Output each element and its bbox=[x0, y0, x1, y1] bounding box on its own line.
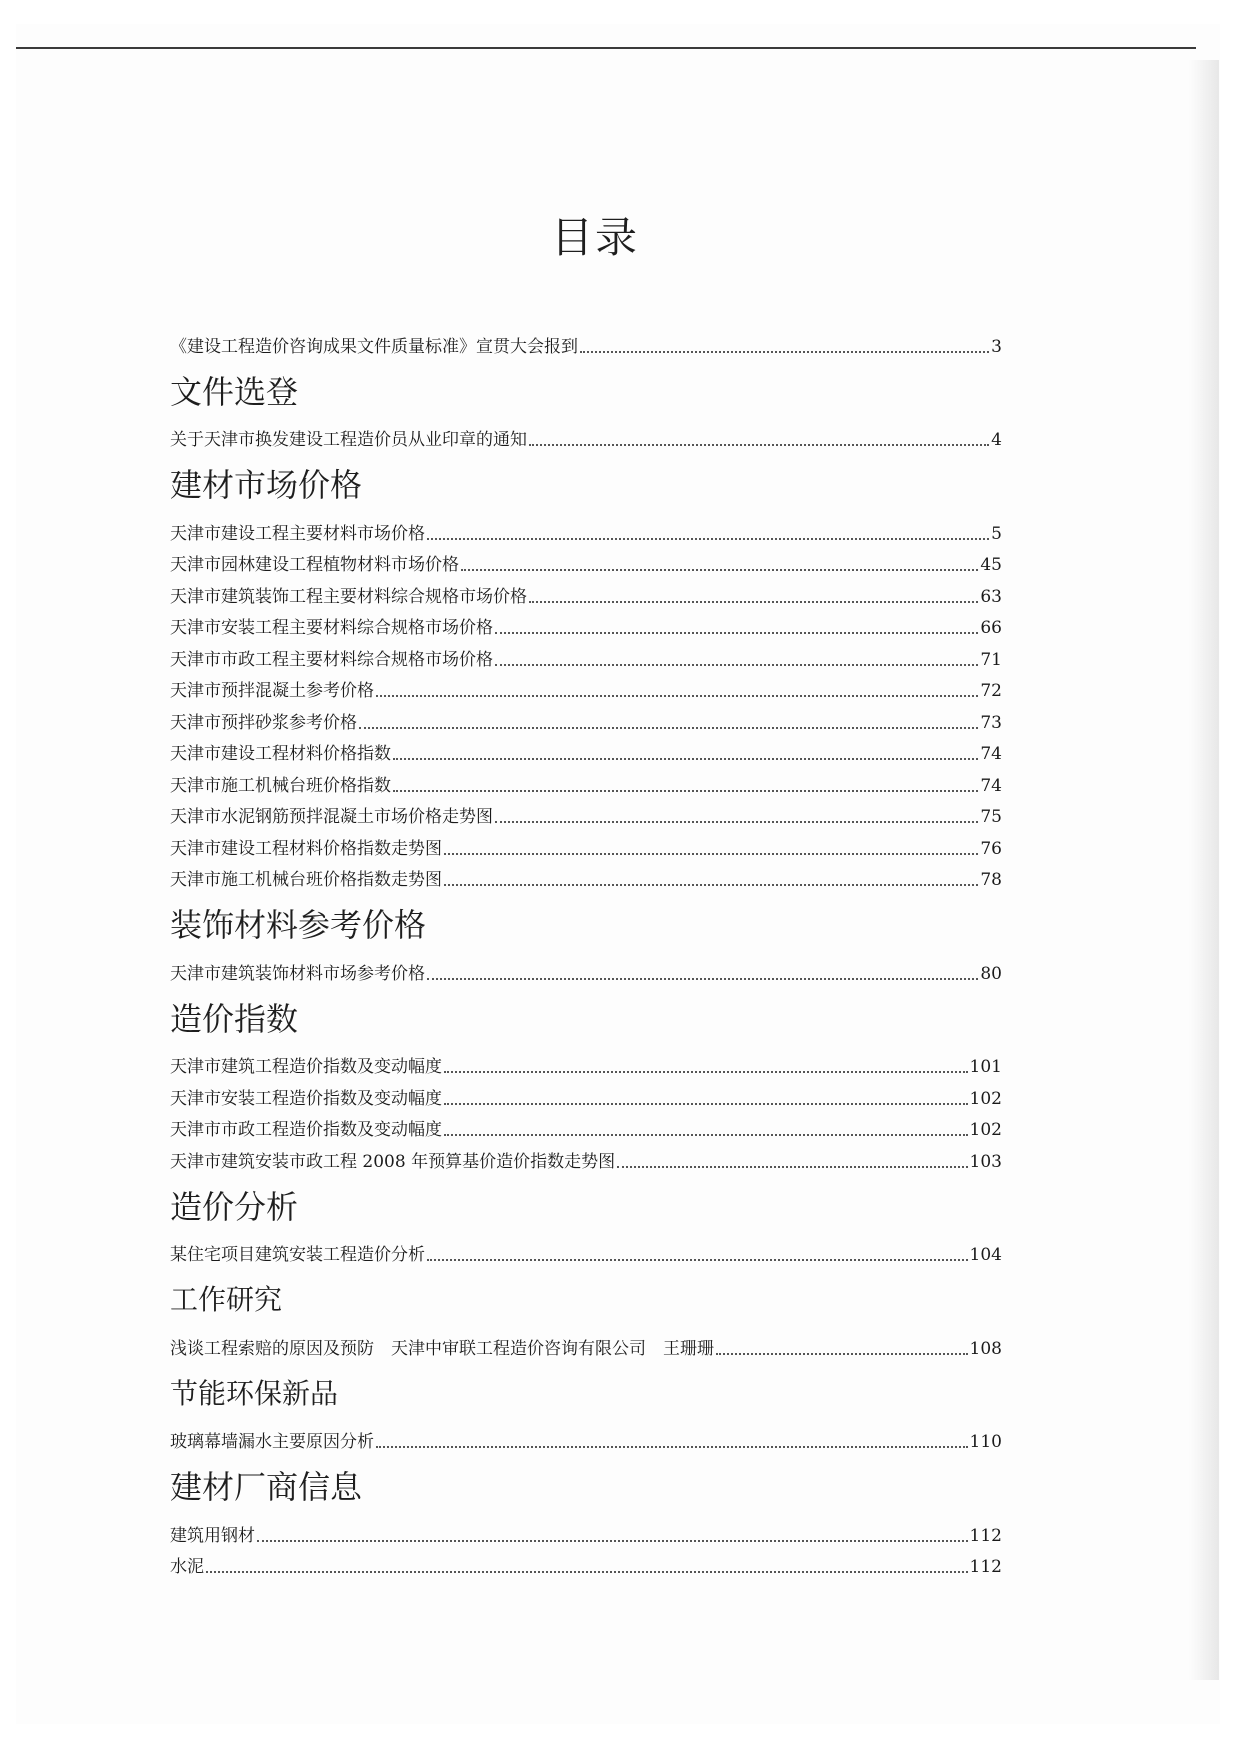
toc-entry-text: 天津市施工机械台班价格指数 bbox=[170, 775, 391, 796]
toc-entry[interactable] bbox=[170, 1110, 1002, 1142]
dot-leader bbox=[444, 1132, 968, 1136]
toc-entry-text: 天津市水泥钢筋预拌混凝土市场价格走势图 bbox=[170, 807, 493, 827]
toc-entry-text: 天津市安装工程造价指数及变动幅度 bbox=[170, 1088, 442, 1109]
section-heading: 造价分析 bbox=[170, 1187, 299, 1226]
toc-entry-page: 102 bbox=[969, 1120, 1002, 1140]
dot-leader bbox=[716, 1351, 968, 1355]
dot-leader bbox=[427, 976, 978, 980]
toc-entry-page: 71 bbox=[980, 649, 1002, 670]
dot-leader bbox=[427, 1257, 968, 1261]
toc-entry-page: 63 bbox=[980, 586, 1002, 607]
dot-leader bbox=[393, 788, 978, 792]
toc-entry[interactable] bbox=[170, 513, 1002, 545]
toc-entry-text: 玻璃幕墙漏水主要原因分析 bbox=[170, 1432, 374, 1452]
toc-entry-page: 80 bbox=[980, 963, 1002, 984]
toc-entry-page: 108 bbox=[969, 1338, 1002, 1359]
toc-entry-text: 天津市建筑安装市政工程 2008 年预算基价造价指数走势图 bbox=[170, 1151, 616, 1172]
toc-entry[interactable] bbox=[170, 608, 1002, 640]
toc-entry[interactable] bbox=[170, 765, 1002, 797]
toc-entry-page: 74 bbox=[980, 775, 1002, 796]
toc-entry[interactable] bbox=[170, 1235, 1002, 1267]
toc-entry-text: 天津市预拌混凝土参考价格 bbox=[170, 681, 374, 701]
scan-edge-shadow bbox=[1189, 60, 1219, 1680]
dot-leader bbox=[257, 1538, 968, 1542]
toc-entry-page: 74 bbox=[980, 744, 1002, 764]
dot-leader bbox=[206, 1569, 968, 1573]
dot-leader bbox=[461, 567, 978, 571]
toc-entry[interactable] bbox=[170, 828, 1002, 860]
toc-entry-text: 天津市建设工程材料价格指数 bbox=[170, 744, 391, 764]
dot-leader bbox=[580, 349, 989, 353]
toc-entry-text: 天津市建筑工程造价指数及变动幅度 bbox=[170, 1057, 442, 1077]
toc-entry[interactable] bbox=[170, 1047, 1002, 1079]
toc-entry-text: 天津市建设工程材料价格指数走势图 bbox=[170, 838, 442, 859]
toc-entry-page: 103 bbox=[969, 1151, 1002, 1172]
toc-entry[interactable] bbox=[170, 420, 1002, 452]
toc-entry-intro[interactable] bbox=[170, 326, 1002, 358]
toc-entry-page: 5 bbox=[991, 523, 1002, 544]
page-title: 目录 bbox=[550, 213, 639, 262]
section-heading: 节能环保新品 bbox=[170, 1376, 339, 1410]
toc-entry[interactable] bbox=[170, 1141, 1002, 1173]
toc-entry-page: 4 bbox=[991, 430, 1002, 450]
toc-entry-text: 天津市市政工程主要材料综合规格市场价格 bbox=[170, 649, 493, 670]
dot-leader bbox=[529, 599, 978, 603]
dot-leader bbox=[393, 756, 978, 760]
dot-leader bbox=[444, 882, 978, 886]
section-heading: 工作研究 bbox=[170, 1283, 283, 1316]
toc-entry-text: 天津市建设工程主要材料市场价格 bbox=[170, 523, 425, 544]
toc-entry-text: 天津市施工机械台班价格指数走势图 bbox=[170, 870, 442, 890]
toc-entry-text: 水泥 bbox=[170, 1557, 204, 1577]
toc-entry-page: 110 bbox=[969, 1432, 1002, 1452]
toc-entry-text: 《建设工程造价咨询成果文件质量标准》宣贯大会报到 bbox=[170, 336, 578, 357]
dot-leader bbox=[529, 442, 989, 446]
dot-leader bbox=[617, 1164, 967, 1168]
toc-entry[interactable] bbox=[170, 702, 1002, 734]
section-heading: 建材厂商信息 bbox=[170, 1468, 363, 1506]
toc-entry-text: 建筑用钢材 bbox=[170, 1525, 255, 1546]
toc-entry-page: 3 bbox=[991, 336, 1002, 357]
toc-entry-page: 45 bbox=[980, 555, 1002, 575]
toc-entry-text: 天津市建筑装饰材料市场参考价格 bbox=[170, 963, 425, 984]
toc-entry[interactable] bbox=[170, 1328, 1002, 1360]
dot-leader bbox=[444, 1069, 968, 1073]
toc-entry-page: 78 bbox=[980, 870, 1002, 890]
toc-entry[interactable] bbox=[170, 639, 1002, 671]
section-heading: 文件选登 bbox=[170, 372, 299, 411]
dot-leader bbox=[495, 630, 978, 634]
toc-entry[interactable] bbox=[170, 671, 1002, 703]
dot-leader bbox=[495, 662, 978, 666]
table-of-contents bbox=[170, 326, 1002, 1578]
dot-leader bbox=[444, 1101, 968, 1105]
toc-entry[interactable] bbox=[170, 734, 1002, 766]
toc-entry-page: 104 bbox=[969, 1245, 1002, 1265]
section-heading: 建材市场价格 bbox=[170, 466, 363, 504]
toc-entry-text: 关于天津市换发建设工程造价员从业印章的通知 bbox=[170, 430, 527, 450]
toc-entry-text: 天津市市政工程造价指数及变动幅度 bbox=[170, 1120, 442, 1140]
toc-entry-page: 75 bbox=[980, 807, 1002, 827]
toc-entry-page: 66 bbox=[980, 618, 1002, 638]
toc-entry-text: 浅谈工程索赔的原因及预防 天津中审联工程造价咨询有限公司 王珊珊 bbox=[170, 1338, 714, 1359]
toc-entry[interactable] bbox=[170, 860, 1002, 892]
toc-entry-text: 天津市安装工程主要材料综合规格市场价格 bbox=[170, 618, 493, 638]
toc-entry[interactable] bbox=[170, 1515, 1002, 1547]
section-heading: 装饰材料参考价格 bbox=[170, 906, 427, 944]
toc-entry[interactable] bbox=[170, 953, 1002, 985]
toc-entry[interactable] bbox=[170, 545, 1002, 577]
toc-entry-page: 72 bbox=[980, 681, 1002, 701]
dot-leader bbox=[495, 819, 978, 823]
toc-entry[interactable] bbox=[170, 1422, 1002, 1454]
toc-entry-text: 天津市园林建设工程植物材料市场价格 bbox=[170, 555, 459, 575]
toc-entry-page: 112 bbox=[969, 1557, 1002, 1577]
dot-leader bbox=[444, 851, 978, 855]
section-heading: 造价指数 bbox=[170, 999, 299, 1038]
toc-sections bbox=[170, 358, 1002, 1579]
toc-entry[interactable] bbox=[170, 576, 1002, 608]
toc-entry-page: 102 bbox=[969, 1088, 1002, 1109]
toc-entry-page: 76 bbox=[980, 838, 1002, 859]
toc-entry-page: 112 bbox=[969, 1525, 1002, 1546]
toc-entry[interactable] bbox=[170, 1078, 1002, 1110]
toc-entry-text: 天津市建筑装饰工程主要材料综合规格市场价格 bbox=[170, 586, 527, 607]
dot-leader bbox=[427, 536, 989, 540]
toc-entry-page: 101 bbox=[969, 1057, 1002, 1077]
toc-entry[interactable] bbox=[170, 797, 1002, 829]
dot-leader bbox=[376, 1444, 968, 1448]
toc-entry-text: 某住宅项目建筑安装工程造价分析 bbox=[170, 1245, 425, 1265]
top-rule bbox=[16, 47, 1196, 49]
toc-entry-page: 73 bbox=[980, 712, 1002, 733]
dot-leader bbox=[376, 693, 978, 697]
dot-leader bbox=[359, 725, 978, 729]
toc-entry-text: 天津市预拌砂浆参考价格 bbox=[170, 712, 357, 733]
toc-entry[interactable] bbox=[170, 1547, 1002, 1579]
